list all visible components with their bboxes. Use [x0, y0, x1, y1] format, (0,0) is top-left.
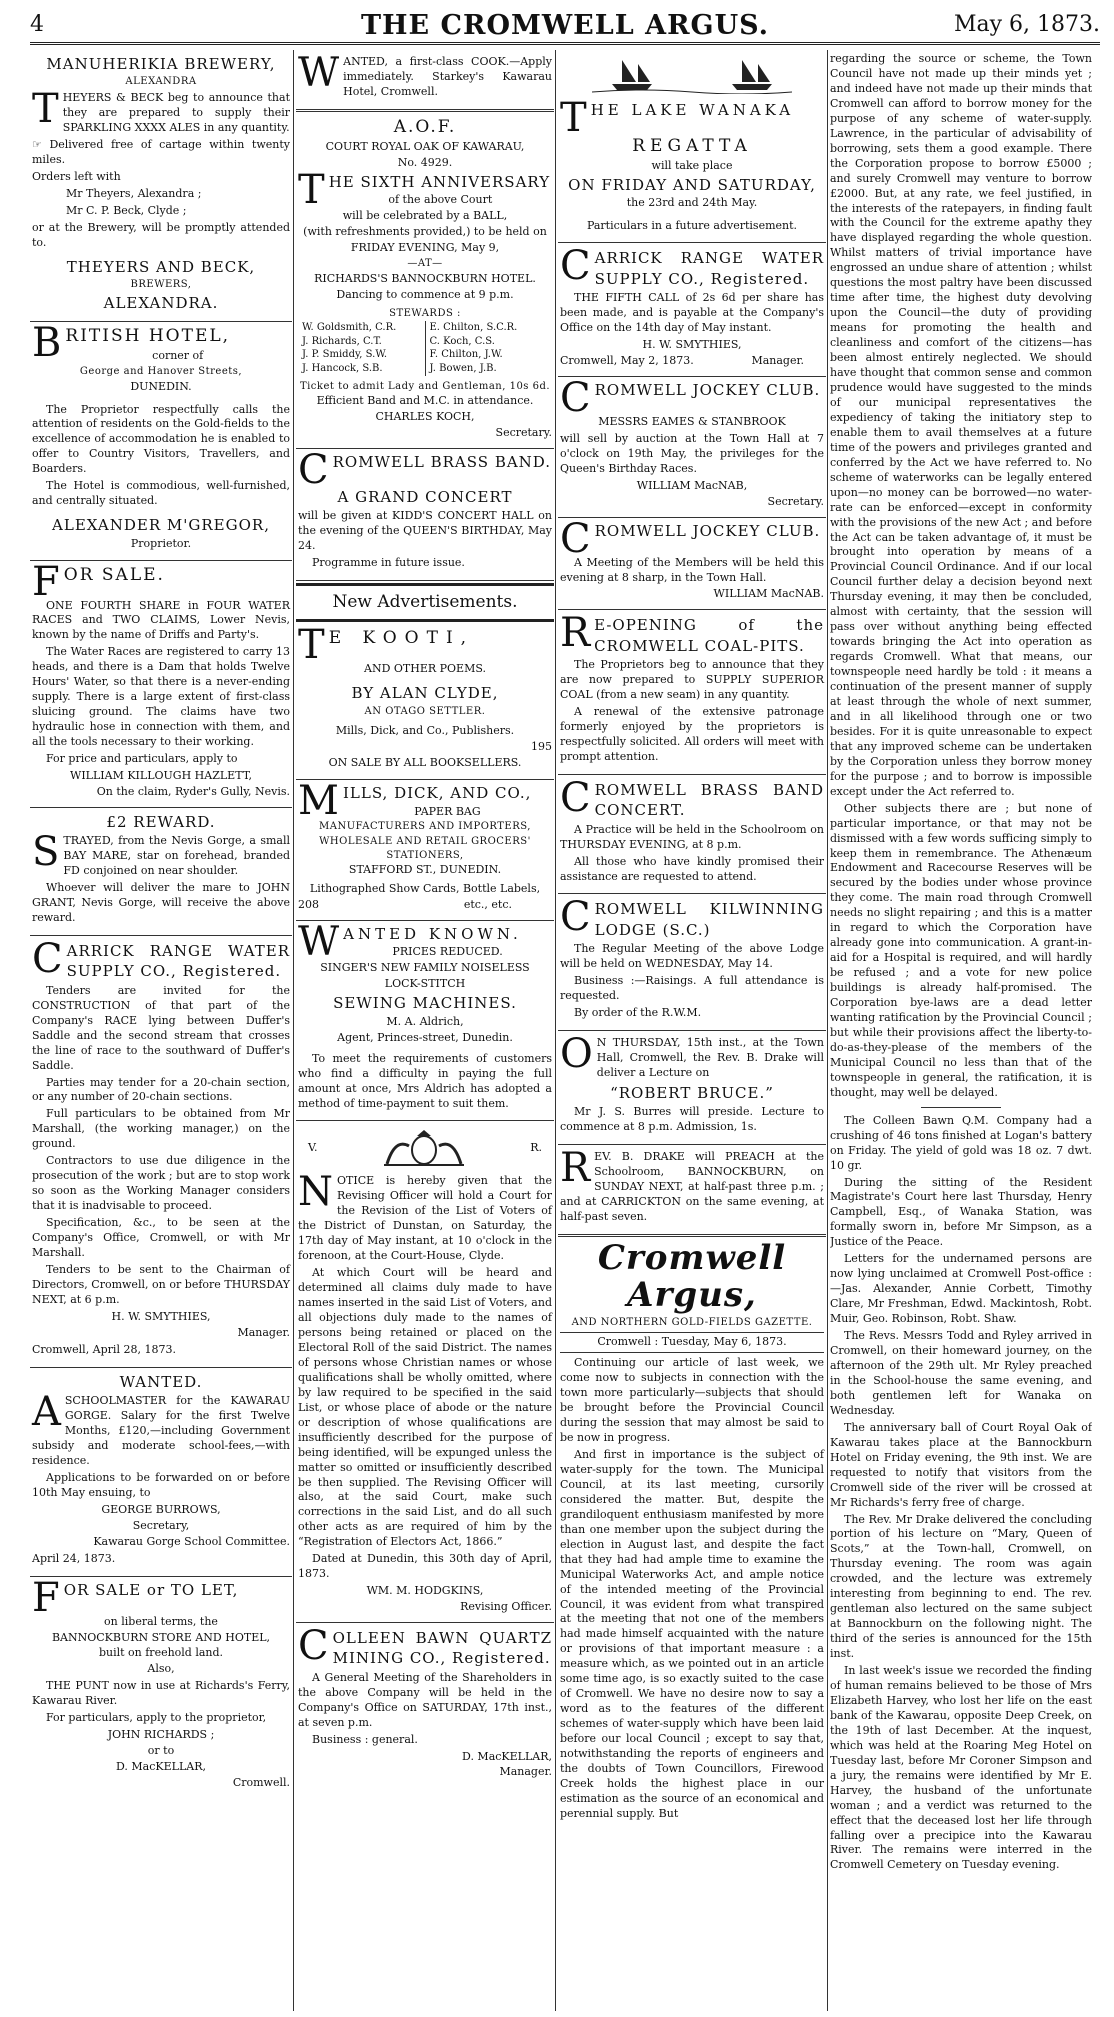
ad-text: To meet the requirements of customers who find a difficulty in paying the full amount at once, Mrs Aldrich has adopted a method of time-payment to suit them.: [298, 1051, 552, 1110]
ad-for-sale: [30, 558, 292, 808]
ad-aof-ball: [296, 112, 554, 449]
ad-text: Tenders are invited for the CONSTRUCTION of that part of the Company's RACE lying between Duffer's Saddle and the second stream that crosses the line of race to the southward of Duffer's Saddle.: [32, 983, 290, 1072]
ad-text: ON SALE BY ALL BOOKSELLERS.: [328, 756, 522, 770]
ad-text: Particulars in a future advertisement.: [586, 219, 798, 233]
ad-lake-wanaka-regatta: [558, 50, 826, 243]
ad-text: All those who have kindly promised their assistance are requested to attend.: [560, 854, 824, 883]
ad-title: ROMWELL JOCKEY CLUB.: [594, 521, 821, 540]
stewards-heading: STEWARDS :: [389, 307, 461, 319]
ad-text: COURT ROYAL OAK OF KAWARAU,: [325, 139, 525, 153]
drop-cap: C: [32, 936, 63, 983]
drop-cap: R: [560, 610, 591, 657]
ad-signature: Manager.: [237, 1325, 290, 1339]
ad-text: THE FIFTH CALL of 2s 6d per share has been made, and is payable at the Company's Office on the 14th day of May instant.: [560, 291, 824, 334]
ad-dateline: Cromwell, May 2, 1873.: [560, 353, 694, 367]
ad-jockey-club-auction: [558, 374, 826, 518]
ad-text: PAPER BAG: [414, 804, 481, 818]
stewards-table: [298, 321, 552, 375]
ad-text: EV. B. DRAKE will PREACH at the Schoolroom, BANNOCKBURN, on SUNDAY NEXT, at half-past three p.m. ; and at CARRICKTON on the same evening, at half-past seven.: [560, 1150, 824, 1223]
ad-sewing-machines: [296, 921, 554, 1121]
issue-date: May 6, 1873.: [953, 12, 1100, 37]
ad-text: Mr Theyers, Alexandra ;: [66, 186, 202, 200]
ad-signature: On the claim, Ryder's Gully, Nevis.: [96, 784, 290, 798]
editorial-paragraph: regarding the source or scheme, the Town Council have not made up their minds yet ; and indeed have not made up their minds that Cromwell can afford to borrow money for the purpose of any scheme of water-supply. Lawrence, in the particular of advisability of borrowing, sets them a good example. There the Corporation propose to borrow £5000 ; and surely Cromwell may venture to borrow £2000. But, at any rate, we feel justified, in the interests of the ratepayers, in finding fault with the Council for the extreme apathy they have displayed regarding the whole question. Whilst matters of trivial importance have engrossed an undue share of attention ; whilst questions the most paltry have been discussed time after time, the highest duty devolving upon the Council—the duty of providing means for promoting the health and cleanliness and comfort of the citizens—has been almost entirely neglected. We should have thought that common sense and common prudence would have suggested to the minds of our municipal representatives the expediency of taking the initiatory step to enable them to avail themselves at a future time of the powers and privileges granted and conferred by the Act we have referred to. No scheme of waterworks can be legally entered upon—no money can be borrowed—no water-rate can be enforced—except in conformity with the provisions of the new Act ; and before the Act can be taken advantage of, it must be brought into operation by means of a Provincial Council Ordinance. And if our local Council further delay a decision beyond next Thursday evening, it may then be concluded, almost with certainty, that the session will pass over without anything being effected towards bringing the Act into operation as regards Cromwell. What that means, our townspeople need hardly be told : it means a continuation of the present manner of supply at least through the whole of next summer, and in all likelihood through one or two besides. For it is quite unreasonable to expect that any improved scheme can be undertaken by the Corporation unless they borrow money for the purpose ; and to borrow is impossible except under the Act referred to.: [830, 52, 1092, 798]
ad-text: Tenders to be sent to the Chairman of Directors, Cromwell, on or before THURSDAY NEXT, at 6 p.m.: [32, 1262, 290, 1306]
ad-signature: Manager.: [751, 353, 804, 367]
masthead: [30, 8, 1100, 45]
sailing-ships: [560, 54, 824, 99]
drop-cap: M: [298, 778, 339, 825]
ad-text: THE PUNT now in use at Richards's Ferry, Kawarau River.: [32, 1679, 290, 1708]
ad-title: ILLS, DICK, AND CO.,: [342, 784, 532, 803]
editorial-masthead: Cromwell Argus,: [597, 1237, 787, 1316]
ad-text: Whoever will deliver the mare to JOHN GRANT, Nevis Gorge, will receive the above reward.: [32, 881, 290, 925]
newspaper-title: THE CROMWELL ARGUS.: [360, 10, 770, 41]
ad-carrick-tenders: [30, 936, 292, 1368]
editorial-dateline: Cromwell : Tuesday, May 6, 1873.: [560, 1332, 824, 1353]
ad-rev-drake: [558, 1145, 826, 1237]
ad-signature: WILLIAM MacNAB.: [713, 587, 824, 601]
drop-cap: W: [298, 919, 340, 966]
drop-cap: C: [560, 243, 591, 290]
ad-signature: Cromwell.: [232, 1776, 290, 1790]
ad-text: N THURSDAY, 15th inst., at the Town Hall, Cromwell, the Rev. B. Drake will deliver a Lecture on: [596, 1036, 824, 1079]
ad-signature: CHARLES KOCH,: [375, 410, 475, 424]
drop-cap: O: [560, 1031, 593, 1078]
ad-heading: MESSRS EAMES & STANBROOK: [598, 414, 786, 428]
ad-text: A Meeting of the Members will be held this evening at 8 sharp, in the Town Hall.: [560, 555, 824, 584]
ad-text: Efficient Band and M.C. in attendance.: [316, 394, 534, 408]
ad-title: ANTED KNOWN.: [343, 925, 522, 944]
ad-signature: WM. M. HODGKINS,: [366, 1584, 484, 1598]
ad-text: SINGER'S NEW FAMILY NOISELESS: [320, 961, 530, 975]
page-number: 4: [30, 12, 44, 37]
drop-cap: F: [32, 1574, 60, 1621]
steward-name: W. Goldsmith, C.R.: [302, 322, 397, 334]
ad-colleen-bawn: [296, 1623, 554, 1786]
news-item: The Rev. Mr Drake delivered the concluding portion of his lecture on “Mary, Queen of Scots,” at the Town-hall, Cromwell, on Thursday evening. The room was again crowded, and the lecture was extremely interesting from beginning to end. The rev. gentleman also lectured on the same subject at Bannockburn on the following night. The third of the series is announced for the 15th inst.: [830, 1512, 1092, 1661]
editorial-paragraph: Other subjects there are ; but none of particular importance, or that may not be dismissed with a few words sufficing simply to keep them in remembrance. The Athenæum Endowment and Racecourse Reserves will be secured by the bodies under whose province they come. The main road through Cromwell needs no slight repairing ; and this is a matter in regard to which the Corporation have already gone into communication. A grant-in-aid for a Hospital is required, and will hardly be refused ; and a vote for new police buildings is already half-promised. The Corporation bye-laws are a dead letter wanting ratification by the Provincial Council ; but while their provisions affect the liberty-to-do-as-they-please of the members of the Municipal Council no less than that of the townspeople in general, the ratification, it is thought, may well be delayed.: [830, 801, 1092, 1099]
ad-kilwinning-lodge: [558, 894, 826, 1031]
ad-heading: A GRAND CONCERT: [337, 488, 513, 506]
ad-subtitle: ALEXANDRA: [125, 76, 197, 88]
ad-text: The Proprietors beg to announce that they are now prepared to SUPPLY SUPERIOR COAL (from a new seam) in any quantity.: [560, 658, 824, 702]
steward-name: J. Hancock, S.B.: [302, 362, 383, 374]
drop-cap: B: [32, 319, 62, 366]
ad-british-hotel: [30, 319, 292, 561]
ad-signature: THEYERS AND BECK,: [66, 257, 256, 276]
ad-title: OR SALE.: [63, 564, 165, 585]
ad-text: Also,: [147, 1662, 175, 1676]
ad-text: LOCK-STITCH: [384, 977, 466, 991]
drop-cap: T: [298, 622, 325, 669]
ad-signature: JOHN RICHARDS ;: [107, 1728, 215, 1742]
ad-text: Parties may tender for a 20-chain section, or any number of 20-chain sections.: [32, 1075, 290, 1104]
ad-signature: Secretary,: [132, 1518, 190, 1532]
ad-text: ONE FOURTH SHARE in FOUR WATER RACES and TWO CLAIMS, Lower Nevis, known by the name of Driffs and Party's.: [32, 598, 290, 642]
ad-mills-dick: [296, 780, 554, 921]
ad-title: ROMWELL BRASS BAND CONCERT.: [594, 780, 824, 820]
column-1: [30, 50, 292, 2011]
ad-signature: Kawarau Gorge School Committee.: [93, 1534, 290, 1548]
drop-cap: S: [32, 829, 60, 876]
ad-text: BANNOCKBURN STORE AND HOTEL,: [51, 1630, 271, 1644]
ad-text: The Water Races are registered to carry 13 heads, and there is a Dam that holds Twelve Hours' Water, so that there is a never-ending supply. There is a large extent of first-class sluicing ground. The claims have two hydraulic hose in connection with them, and all the tools necessary to their working.: [32, 645, 290, 749]
drop-cap: T: [298, 166, 325, 213]
ad-text: A General Meeting of the Shareholders in the above Company will be held in the Company's Office on SATURDAY, 17th inst., at seven p.m.: [298, 1670, 552, 1729]
ad-text: TRAYED, from the Nevis Gorge, a small BAY MARE, star on forehead, branded FD conjoined on near shoulder.: [63, 834, 290, 878]
ad-title: HE LAKE WANAKA: [590, 100, 795, 119]
ad-wanted-schoolmaster: [30, 1368, 292, 1577]
drop-cap: W: [298, 50, 340, 96]
drop-cap: N: [298, 1169, 333, 1216]
ad-text: Programme in future issue.: [312, 556, 465, 570]
ad-text: BY ALAN CLYDE,: [351, 684, 499, 703]
news-item: Letters for the undernamed persons are now lying unclaimed at Cromwell Post-office :—Jas. Alexander, Annie Corbett, Timothy Clare, Mr Freshman, Edwd. Mackintosh, Robt. Muir, Geo. Robinson, Robt. Shaw.: [830, 1252, 1092, 1326]
royal-arms-icon: [379, 1128, 469, 1168]
steward-name: E. Chilton, S.C.R.: [429, 322, 518, 334]
ad-text: —AT—: [407, 258, 443, 270]
ad-text: RICHARDS'S BANNOCKBURN HOTEL.: [314, 271, 536, 285]
ad-text: The Regular Meeting of the above Lodge will be held on WEDNESDAY, May 14.: [560, 942, 824, 971]
ad-dateline: April 24, 1873.: [32, 1551, 116, 1565]
steward-name: F. Chilton, J.W.: [429, 349, 503, 361]
ad-text: No. 4929.: [397, 155, 453, 169]
ad-text: will sell by auction at the Town Hall at 7 o'clock on 19th May, the privileges for the Queen's Birthday Races.: [560, 431, 824, 475]
ad-signature: H. W. SMYTHIES,: [111, 1309, 211, 1323]
ad-number: 195: [531, 740, 552, 754]
drop-cap: C: [298, 1623, 329, 1670]
ad-text: OTICE is hereby given that the Revising Officer will hold a Court for the Revision of the List of Voters of the District of Dunstan, on Saturday, the 17th day of May instant, at 10 o'clock in the forenoon, at the Court-House, Clyde.: [298, 1174, 552, 1263]
ad-brewery: [30, 50, 292, 322]
ad-title: RITISH HOTEL,: [65, 325, 231, 346]
ad-text: will be given at KIDD'S CONCERT HALL on the evening of the QUEEN'S BIRTHDAY, May 24.: [298, 509, 552, 553]
ad-title: OLLEEN BAWN QUARTZ MINING CO., Registered.: [332, 1629, 552, 1668]
ad-title: E KOOTI,: [328, 628, 475, 649]
ad-signature: or to: [147, 1744, 175, 1758]
ad-heading: “ROBERT BRUCE.”: [610, 1083, 774, 1102]
ad-text: Specification, &c., to be seen at the Company's Office, Cromwell, or with Mr Marshall.: [32, 1216, 290, 1259]
drop-cap: C: [560, 774, 591, 821]
new-advertisements-banner: New Advertisements.: [296, 583, 554, 622]
news-item: The Colleen Bawn Q.M. Company had a crushing of 46 tons finished at Logan's battery on Friday. The yield of gold was 18 oz. 7 dwt. 10 gr.: [830, 1113, 1092, 1172]
ad-text: Dancing to commence at 9 p.m.: [336, 287, 514, 301]
ad-title: E-OPENING of the CROMWELL COAL-PITS.: [594, 616, 824, 655]
drop-cap: C: [298, 447, 329, 493]
ad-title: ROMWELL KILWINNING LODGE (S.C.): [594, 900, 824, 939]
ad-text: Ticket to admit Lady and Gentleman, 10s 6d.: [299, 380, 551, 392]
ad-signature: WILLIAM MacNAB,: [636, 478, 748, 492]
ad-text: Mills, Dick, and Co., Publishers.: [335, 724, 515, 738]
ad-title: ARRICK RANGE WATER SUPPLY CO., Registered.: [594, 249, 824, 288]
steward-name: J. Richards, C.T.: [302, 335, 382, 347]
steward-name: J. Bowen, J.B.: [429, 362, 497, 374]
ad-text: the 23rd and 24th May.: [626, 196, 758, 210]
column-rule: [827, 50, 828, 2011]
ad-text: of the above Court: [388, 193, 493, 207]
editorial-paragraph: Continuing our article of last week, we come now to subjects in connection with the town more particularly—subjects that should be brought before the Provincial Council during the session that may almost be said to be now in progress.: [560, 1356, 824, 1445]
news-item: The Revs. Messrs Todd and Ryley arrived in Cromwell, on their homeward journey, on the afternoon of the 29th ult. Mr Ryley preached in the School-house the same evening, and both gentlemen left for Wanaka on Wednesday.: [830, 1329, 1092, 1417]
ad-signature: WILLIAM KILLOUGH HAZLETT,: [70, 769, 252, 782]
column-rule: [555, 50, 556, 2011]
ad-signature: Manager.: [499, 1764, 552, 1778]
ad-signature: Secretary.: [495, 426, 552, 440]
ad-revision-notice: [296, 1121, 554, 1623]
ad-brass-band-concert: [558, 775, 826, 895]
ad-text: Agent, Princes-street, Dunedin.: [337, 1030, 513, 1044]
ad-dateline: Cromwell, April 28, 1873.: [32, 1342, 176, 1356]
column-4: [830, 50, 1092, 2011]
editorial-subtitle: AND NORTHERN GOLD-FIELDS GAZETTE.: [571, 1316, 813, 1328]
ad-text: HEYERS & BECK beg to announce that they are prepared to supply their SPARKLING XXXX ALES in any quantity.: [62, 90, 290, 134]
ad-to-let: [30, 1574, 292, 1798]
ad-text: A renewal of the extensive patronage formerly enjoyed by the proprietors is respectfully solicited. All orders will meet with prompt attention.: [560, 705, 824, 763]
column-3: [558, 50, 826, 2011]
ad-text: corner of: [152, 349, 204, 362]
news-item: In last week's issue we recorded the finding of human remains believed to be those of Mrs Elizabeth Harvey, who lost her life on the east bank of the Kawarau, opposite Deep Creek, on the 19th of last December. At the inquest, which was held at the Roaring Meg Hotel on Tuesday last, before Mr Coroner Simpson and a jury, the remains were identified by Mr E. Harvey, the husband of the unfortunate woman ; and a verdict was returned to the effect that the deceased lost her life through falling over a precipice into the Kawarau River. The remains were interred in the Cromwell Cemetery on Tuesday evening.: [830, 1664, 1092, 1872]
ad-signature: Secretary.: [767, 494, 824, 508]
ad-text: MANUFACTURERS AND IMPORTERS,: [319, 821, 531, 833]
ad-te-kooti: [296, 624, 554, 780]
ad-text: Orders left with: [32, 169, 121, 183]
drop-cap: C: [560, 515, 591, 562]
ad-title: ROMWELL JOCKEY CLUB.: [594, 380, 821, 399]
ad-text: etc., etc.: [463, 898, 512, 912]
ad-text: SEWING MACHINES.: [333, 994, 517, 1013]
ad-title: REGATTA: [632, 135, 752, 156]
ad-text: Business :—Raisings. A full attendance is requested.: [560, 974, 824, 1003]
ad-text: on liberal terms, the: [104, 1614, 218, 1628]
editorial: [558, 1237, 826, 1827]
ad-text: By order of the R.W.M.: [574, 1006, 702, 1020]
column-2: [296, 50, 554, 2011]
ad-text: ☞ Delivered free of cartage within twenty miles.: [32, 137, 290, 166]
column-rule: [293, 50, 294, 2011]
ad-signature: H. W. SMYTHIES,: [642, 337, 742, 351]
steward-name: C. Koch, C.S.: [429, 335, 495, 347]
ad-text: A Practice will be held in the Schoolroom on THURSDAY EVENING, at 8 p.m.: [560, 822, 824, 851]
ad-text: Mr C. P. Beck, Clyde ;: [66, 203, 187, 217]
ad-text: For price and particulars, apply to: [46, 752, 238, 766]
ad-signature: GEORGE BURROWS,: [101, 1502, 221, 1516]
ad-text: SCHOOLMASTER for the KAWARAU GORGE. Salary for the first Twelve Months, £120,—including Government subsidy and moderate school-fees,—with residence.: [32, 1394, 290, 1467]
drop-cap: R: [560, 1145, 591, 1192]
ad-signature: Proprietor.: [130, 536, 192, 550]
ad-heading: HE SIXTH ANNIVERSARY: [328, 172, 551, 191]
ad-text: Contractors to use due diligence in the prosecution of the work ; but are to stop work so soon as the Working Manager considers that it is inadvisable to proceed.: [32, 1154, 290, 1213]
ad-title: WANTED.: [119, 1372, 203, 1391]
sailing-ship-icon: [592, 54, 792, 94]
ad-title: MANUHERIKIA BREWERY,: [46, 55, 276, 73]
ad-text: AN OTAGO SETTLER.: [364, 705, 486, 717]
ad-text: ANTED, a first-class COOK.—Apply immediately. Starkey's Kawarau Hotel, Cromwell.: [343, 55, 552, 98]
ad-text: AND OTHER POEMS.: [364, 662, 486, 676]
ad-text: (with refreshments provided,) to be held on: [303, 225, 547, 239]
ad-text: STAFFORD ST., DUNEDIN.: [348, 863, 502, 877]
ad-title: A.O.F.: [393, 116, 457, 137]
ad-signature: ALEXANDRA.: [103, 293, 219, 312]
ad-carrick-call: [558, 243, 826, 377]
drop-cap: T: [32, 85, 59, 132]
ad-signature: ALEXANDER M'GREGOR,: [52, 516, 270, 535]
ad-text: WHOLESALE AND RETAIL GROCERS' STATIONERS,: [319, 836, 531, 861]
ad-text: ON FRIDAY AND SATURDAY,: [568, 176, 816, 195]
ad-signature: Revising Officer.: [460, 1600, 552, 1614]
ad-title: £2 REWARD.: [106, 812, 216, 831]
royal-arms-row: [298, 1124, 552, 1172]
ad-text: R.: [530, 1140, 542, 1154]
ad-text: Lithographed Show Cards, Bottle Labels,: [309, 882, 541, 896]
ad-text: Dated at Dunedin, this 30th day of April, 1873.: [298, 1552, 552, 1581]
ad-text: For particulars, apply to the proprietor,: [46, 1711, 267, 1725]
ad-text: At which Court will be heard and determined all claims duly made to have names inserted in the said List of Voters, and all objections duly made to the names of persons being retained or placed on the Electoral Roll of the said District. The names of persons whose Christian names or whose qualifications shall be wholly omitted, where by law required to be specified in the said List, or whose place of abode or the nature or description of whose qualifications are insufficiently described for the purpose of being identified, will be expunged unless the matter so omitted or insufficiently described be then supplied. The Revising Officer will also, at the said Court, make such corrections in the said List, and do all such other acts as are required of him by the “Registration of Electors Act, 1866.”: [298, 1266, 552, 1549]
news-item: The anniversary ball of Court Royal Oak of Kawarau takes place at the Bannockburn Hotel on Friday evening, the 9th inst. We are requested to notify that visitors from the Cromwell side of the river will be crossed at Mr Richards's ferry free of charge.: [830, 1420, 1092, 1509]
ad-title: OR SALE or TO LET,: [63, 1580, 239, 1599]
drop-cap: T: [560, 94, 587, 141]
ad-robert-bruce-lecture: [558, 1031, 826, 1145]
ad-title: ARRICK RANGE WATER SUPPLY CO., Registered.: [66, 942, 290, 981]
ad-text: built on freehold land.: [98, 1646, 224, 1660]
ad-text: will take place: [651, 159, 733, 173]
stewards-left: [298, 321, 426, 375]
ad-text: George and Hanover Streets,: [79, 365, 243, 377]
ad-number: 208: [298, 898, 319, 912]
steward-name: J. P. Smiddy, S.W.: [302, 349, 388, 361]
ad-text: Applications to be forwarded on or before 10th May ensuing, to: [32, 1470, 290, 1499]
ad-text: will be celebrated by a BALL,: [342, 209, 508, 223]
stewards-right: [426, 321, 553, 375]
ad-text: DUNEDIN.: [130, 379, 192, 393]
ad-signature: BREWERS,: [130, 278, 192, 290]
editorial-paragraph: And first in importance is the subject of water-supply for the town. The Municipal Council, at its last meeting, cursorily considered the matter. But, despite the grandiloquent enthusiasm manifested by more than one member upon the subject during the election in August last, and despite the fact that they had had ample time to examine the Municipal Waterworks Act, and ample notice of the intended meeting of the Provincial Council, it was evident from what transpired at the meeting that not one of the members had made himself acquainted with the nature or provisions of that important measure : a measure which, as we pointed out in an article some time ago, is so exactly suited to the case of Cromwell. We have no desire now to say a word as to the features of the different schemes of water-supply which have been laid before our local Council ; except to say that, notwithstanding the reports of engineers and the doubts of Town Councillors, Firewood Creek holds the highest place in our estimation as the source of an economical and perennial supply. But: [560, 1448, 824, 1820]
ad-text: or at the Brewery, will be promptly attended to.: [32, 220, 290, 249]
ad-text: V.: [308, 1140, 318, 1154]
ad-reward: [30, 808, 292, 936]
ad-title: ROMWELL BRASS BAND.: [332, 453, 552, 471]
drop-cap: A: [32, 1389, 61, 1436]
ad-text: M. A. Aldrich,: [386, 1014, 464, 1028]
ad-signature: D. MacKELLAR,: [462, 1749, 552, 1763]
ad-wanted-cook: [296, 50, 554, 112]
ad-signature: D. MacKELLAR,: [116, 1760, 206, 1774]
ad-text: FRIDAY EVENING, May 9,: [350, 241, 500, 255]
ad-text: PRICES REDUCED.: [392, 945, 503, 959]
ad-text: The Proprietor respectfully calls the attention of residents on the Gold-fields to the excellence of accommodation he is enabled to offer to Country Visitors, Travellers, and Boarders.: [32, 402, 290, 476]
ad-text: Full particulars to be obtained from Mr Marshall, (the working manager,) on the ground.: [32, 1107, 290, 1151]
drop-cap: C: [560, 894, 591, 941]
news-item: During the sitting of the Resident Magistrate's Court here last Thursday, Henry Campbell, Esq., of Wanaka Station, was formally sworn in, before Mr Simpson, as a Justice of the Peace.: [830, 1175, 1092, 1249]
drop-cap: C: [560, 374, 591, 421]
ad-coal-pits: [558, 610, 826, 774]
ad-jockey-club-meeting: [558, 515, 826, 611]
ad-text: The Hotel is commodious, well-furnished, and centrally situated.: [32, 479, 290, 508]
ad-brass-band: [296, 449, 554, 581]
ad-text: Mr J. S. Burres will preside. Lecture to commence at 8 p.m. Admission, 1s.: [560, 1105, 824, 1134]
drop-cap: F: [32, 558, 60, 605]
ad-text: Business : general.: [312, 1732, 418, 1746]
